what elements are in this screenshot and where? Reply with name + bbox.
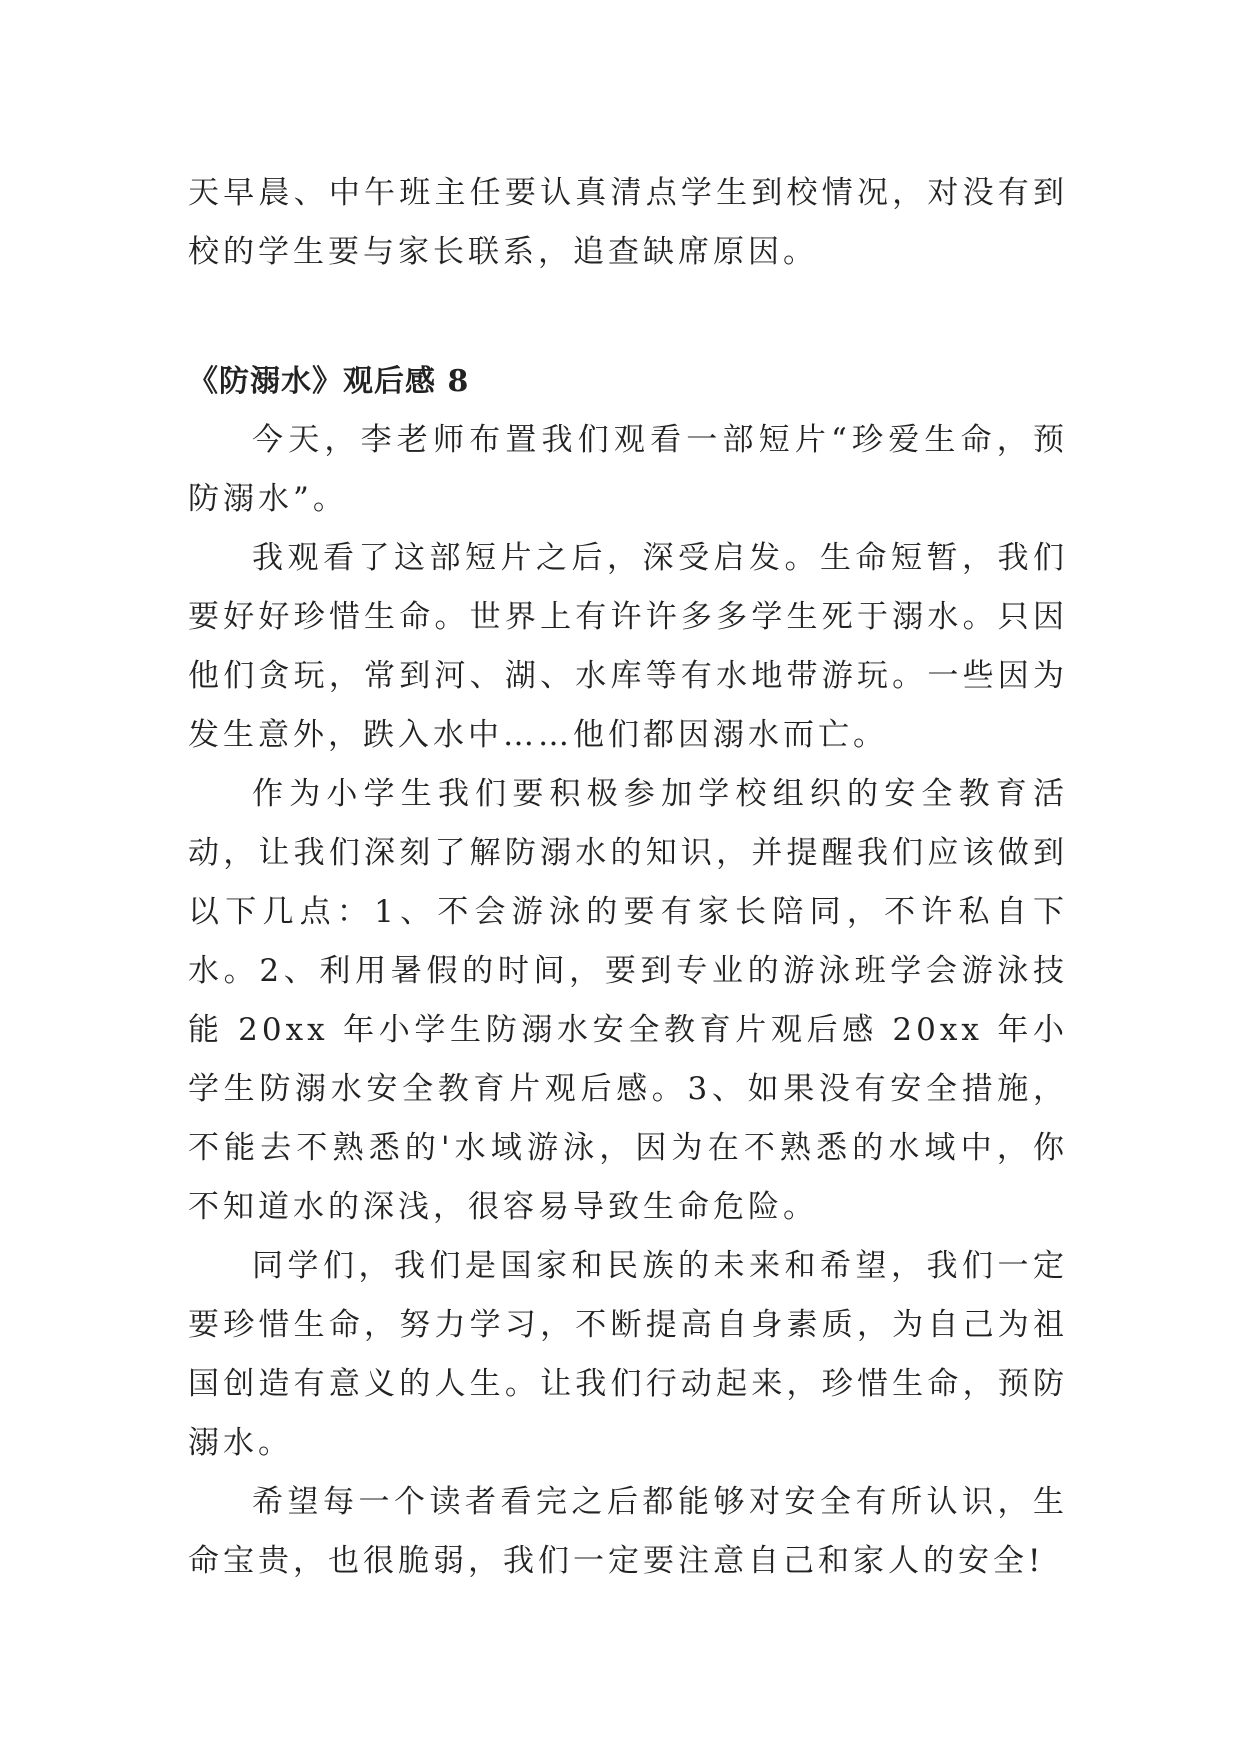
continued-paragraph: 天早晨、中午班主任要认真清点学生到校情况，对没有到校的学生要与家长联系，追查缺席原因。	[188, 175, 1068, 270]
paragraph-3: 作为小学生我们要积极参加学校组织的安全教育活动，让我们深刻了解防溺水的知识，并提醒我们应该做到以下几点：1、不会游泳的要有家长陪同，不许私自下水。2、利用暑假的时间，要到专业的游泳班学会游泳技能 20xx 年小学生防溺水安全教育片观后感 20xx 年小学生防溺水安全教育片观后感。3、如果没有安全措施，不能去不熟悉的'水域游泳，因为在不熟悉的水域中，你不知道水的深浅，很容易导致生命危险。	[188, 776, 1068, 1225]
document-body	[188, 164, 1068, 1591]
paragraph-4: 同学们，我们是国家和民族的未来和希望，我们一定要珍惜生命，努力学习，不断提高自身素质，为自己为祖国创造有意义的人生。让我们行动起来，珍惜生命，预防溺水。	[188, 1248, 1068, 1461]
paragraph-2: 我观看了这部短片之后，深受启发。生命短暂，我们要好好珍惜生命。世界上有许许多多学生死于溺水。只因他们贪玩，常到河、湖、水库等有水地带游玩。一些因为发生意外，跌入水中……他们都因溺水而亡。	[188, 540, 1068, 753]
paragraph-5: 希望每一个读者看完之后都能够对安全有所认识，生命宝贵，也很脆弱，我们一定要注意自己和家人的安全!	[188, 1484, 1068, 1579]
paragraph-1: 今天，李老师布置我们观看一部短片“珍爱生命，预防溺水”。	[188, 422, 1068, 517]
section-title: 《防溺水》观后感 8	[188, 364, 470, 399]
